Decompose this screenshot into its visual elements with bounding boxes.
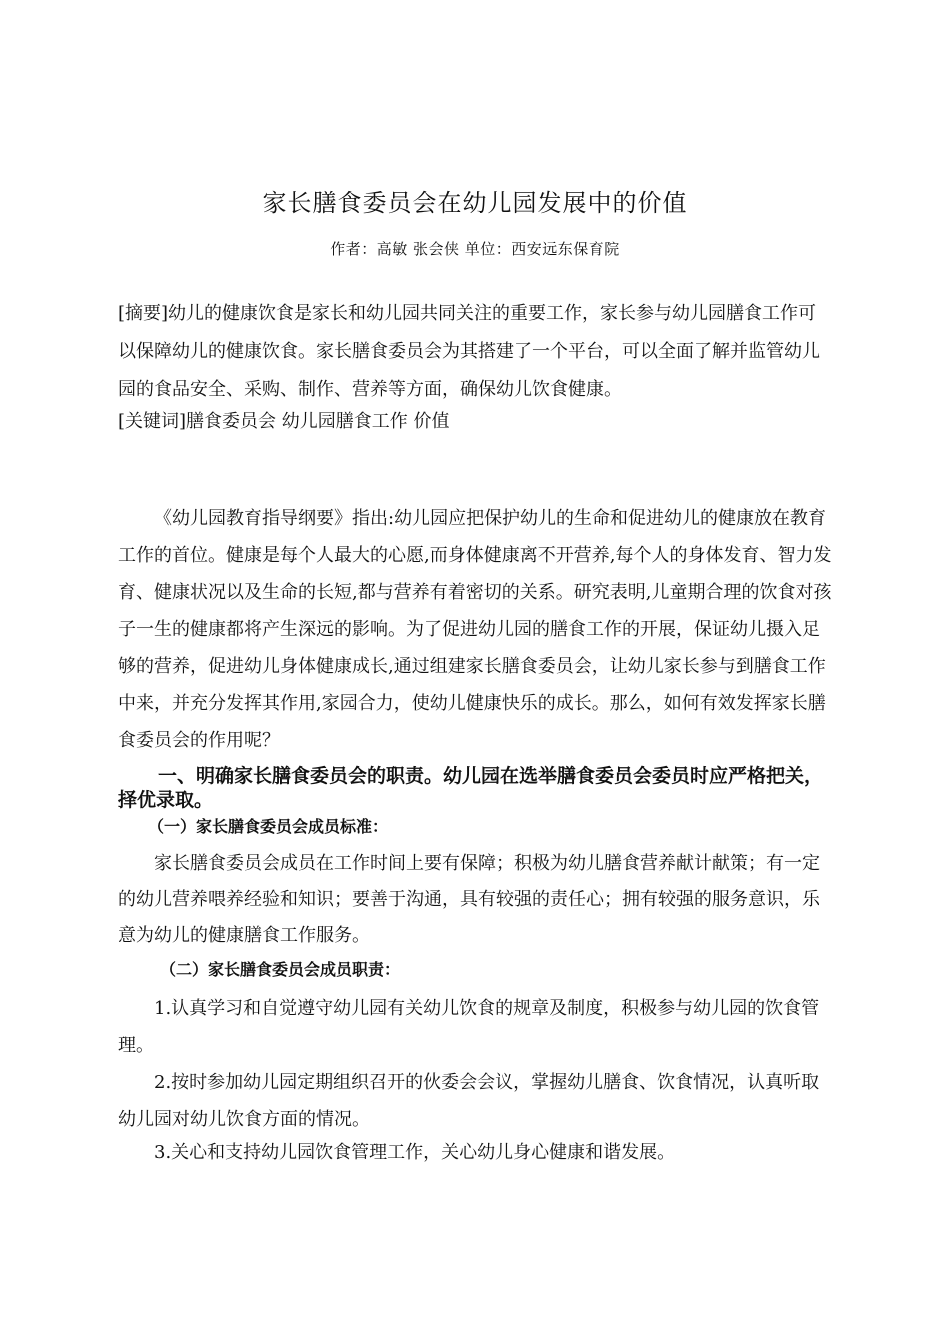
subsection1-heading: （一）家长膳食委员会成员标准：	[148, 817, 389, 836]
intro-text: 《幼儿园教育指导纲要》指出:幼儿园应把保护幼儿的生命和促进幼儿的健康放在教育工作的首位。健康是每个人最大的心愿,而身体健康离不开营养,每个人的身体发育、智力发育、健康状况以及生命的长短,都与营养有着密切的关系。研究表明,儿童期合理的饮食对孩子一生的健康都将产生深远的影响。为了促进幼儿园的膳食工作的开展，保证幼儿摄入足够的营养，促进幼儿身体健康成长,通过组建家长膳食委员会，让幼儿家长参与到膳食工作中来，并充分发挥其作用,家园合力，使幼儿健康快乐的成长。那么，如何有效发挥家长膳食委员会的作用呢？	[118, 508, 832, 751]
subsection1-text: 家长膳食委员会成员在工作时间上要有保障；积极为幼儿膳食营养献计献策；有一定的幼儿营养喂养经验和知识；要善于沟通，具有较强的责任心；拥有较强的服务意识，乐意为幼儿的健康膳食工作服务。	[118, 853, 820, 946]
abstract-paragraph	[118, 295, 834, 409]
duty-text-2: 2.按时参加幼儿园定期组织召开的伙委会会议，掌握幼儿膳食、饮食情况，认真听取幼儿园对幼儿饮食方面的情况。	[118, 1072, 820, 1130]
intro-paragraph	[118, 500, 834, 759]
duty-text-3: 3.关心和支持幼儿园饮食管理工作，关心幼儿身心健康和谐发展。	[154, 1142, 676, 1163]
subsection2-heading: （二）家长膳食委员会成员职责：	[160, 960, 401, 979]
duty-text-1: 1.认真学习和自觉遵守幼儿园有关幼儿饮食的规章及制度，积极参与幼儿园的饮食管理。	[118, 998, 820, 1056]
duty-item-2	[118, 1064, 834, 1138]
keywords-text: [关键词]膳食委员会 幼儿园膳食工作 价值	[118, 411, 450, 432]
duty-item-1	[118, 990, 834, 1064]
subsection1-paragraph	[118, 846, 834, 954]
keywords-line	[118, 404, 834, 440]
author-byline: 作者：高敏 张会侠 单位：西安远东保育院	[330, 240, 620, 258]
section1-heading: 一、明确家长膳食委员会的职责。幼儿园在选举膳食委员会委员时应严格把关，择优录取。	[118, 765, 824, 811]
abstract-text: [摘要]幼儿的健康饮食是家长和幼儿园共同关注的重要工作，家长参与幼儿园膳食工作可以保障幼儿的健康饮食。家长膳食委员会为其搭建了一个平台，可以全面了解并监管幼儿园的食品安全、采购、制作、营养等方面，确保幼儿饮食健康。	[118, 303, 820, 400]
document-title: 家长膳食委员会在幼儿园发展中的价值	[262, 189, 688, 217]
duty-item-3	[118, 1135, 834, 1171]
